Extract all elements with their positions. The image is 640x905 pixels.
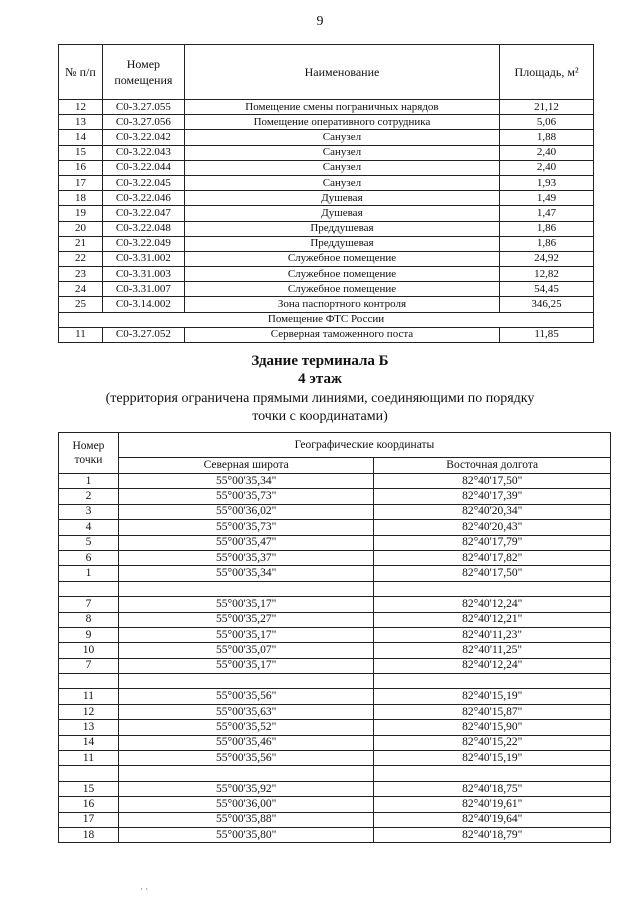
coordinate-row: [59, 504, 611, 519]
point-number: 18: [59, 827, 119, 842]
point-number: 7: [59, 597, 119, 612]
room-code: С0-3.22.043: [102, 145, 184, 160]
row-number: 18: [59, 191, 103, 206]
row-number: 15: [59, 145, 103, 160]
row-number: 13: [59, 115, 103, 130]
longitude: 82°40'15,19": [374, 751, 611, 766]
latitude: 55°00'35,34": [118, 566, 374, 581]
row-number: 14: [59, 130, 103, 145]
room-row: [59, 221, 594, 236]
point-number: 11: [59, 689, 119, 704]
room-name: Серверная таможенного поста: [184, 327, 499, 342]
empty-cell: [374, 581, 611, 596]
latitude: 55°00'35,34": [118, 474, 374, 489]
room-name: Служебное помещение: [184, 251, 499, 266]
row-number: 16: [59, 160, 103, 175]
page-number: 9: [316, 14, 324, 29]
coordinate-row: [59, 781, 611, 796]
room-name: Зона паспортного контроля: [184, 297, 499, 312]
longitude: 82°40'18,79": [374, 827, 611, 842]
longitude: 82°40'15,87": [374, 704, 611, 719]
scan-mark: · ·: [140, 884, 149, 894]
room-name: Санузел: [184, 145, 499, 160]
row-number: 24: [59, 282, 103, 297]
row-number: 25: [59, 297, 103, 312]
room-code: С0-3.22.048: [102, 221, 184, 236]
coordinate-row: [59, 827, 611, 842]
room-name: Преддушевая: [184, 236, 499, 251]
room-area: 1,47: [500, 206, 594, 221]
coordinate-row: [59, 735, 611, 750]
coords-header-row: [59, 433, 611, 458]
latitude: 55°00'35,80": [118, 827, 374, 842]
row-number: 17: [59, 175, 103, 190]
room-name: Санузел: [184, 175, 499, 190]
room-name: Служебное помещение: [184, 267, 499, 282]
room-row: [59, 175, 594, 190]
rooms-table: [58, 44, 594, 343]
coordinate-row: [59, 751, 611, 766]
point-number: 1: [59, 566, 119, 581]
latitude: 55°00'35,46": [118, 735, 374, 750]
room-area: 12,82: [500, 267, 594, 282]
section-row: [59, 312, 594, 327]
room-row: [59, 297, 594, 312]
room-row: [59, 267, 594, 282]
latitude: 55°00'35,37": [118, 550, 374, 565]
latitude: 55°00'35,88": [118, 812, 374, 827]
empty-cell: [374, 766, 611, 781]
row-number: 11: [59, 327, 103, 342]
point-number: 1: [59, 474, 119, 489]
longitude: 82°40'15,22": [374, 735, 611, 750]
room-row: [59, 115, 594, 130]
point-number: 4: [59, 520, 119, 535]
room-code: С0-3.31.002: [102, 251, 184, 266]
floor-title: 4 этаж: [298, 371, 342, 387]
coordinate-row: [59, 520, 611, 535]
longitude: 82°40'17,39": [374, 489, 611, 504]
room-code: С0-3.22.047: [102, 206, 184, 221]
empty-cell: [118, 581, 374, 596]
coordinate-row: [59, 535, 611, 550]
longitude: 82°40'20,43": [374, 520, 611, 535]
coordinate-row: [59, 720, 611, 735]
header-room-name: Наименование: [184, 45, 499, 100]
longitude: 82°40'15,19": [374, 689, 611, 704]
latitude: 55°00'36,02": [118, 504, 374, 519]
point-number: 11: [59, 751, 119, 766]
coords-body: [59, 474, 611, 843]
point-number: 5: [59, 535, 119, 550]
group-separator-row: [59, 766, 611, 781]
empty-cell: [118, 766, 374, 781]
room-area: 1,93: [500, 175, 594, 190]
coordinate-row: [59, 704, 611, 719]
longitude: 82°40'12,24": [374, 597, 611, 612]
room-code: С0-3.22.042: [102, 130, 184, 145]
latitude: 55°00'35,92": [118, 781, 374, 796]
room-code: С0-3.22.044: [102, 160, 184, 175]
room-area: 1,49: [500, 191, 594, 206]
room-row: [59, 145, 594, 160]
header-longitude: Восточная долгота: [374, 457, 611, 473]
room-name: Санузел: [184, 160, 499, 175]
latitude: 55°00'35,63": [118, 704, 374, 719]
coordinate-row: [59, 658, 611, 673]
row-number: 23: [59, 267, 103, 282]
room-code: С0-3.22.049: [102, 236, 184, 251]
longitude: 82°40'18,75": [374, 781, 611, 796]
point-number: 13: [59, 720, 119, 735]
room-row: [59, 251, 594, 266]
latitude: 55°00'35,47": [118, 535, 374, 550]
coordinate-row: [59, 689, 611, 704]
latitude: 55°00'35,27": [118, 612, 374, 627]
point-number: 16: [59, 797, 119, 812]
coordinates-table: [58, 432, 611, 843]
longitude: 82°40'15,90": [374, 720, 611, 735]
room-row: [59, 236, 594, 251]
room-code: С0-3.22.046: [102, 191, 184, 206]
point-number: 10: [59, 643, 119, 658]
latitude: 55°00'35,56": [118, 751, 374, 766]
room-name: Служебное помещение: [184, 282, 499, 297]
header-point-number: Номер точки: [59, 433, 119, 474]
room-code: С0-3.22.045: [102, 175, 184, 190]
room-row: [59, 191, 594, 206]
coordinate-row: [59, 489, 611, 504]
room-area: 1,86: [500, 221, 594, 236]
point-number: 15: [59, 781, 119, 796]
room-area: 11,85: [500, 327, 594, 342]
longitude: 82°40'19,64": [374, 812, 611, 827]
latitude: 55°00'36,00": [118, 797, 374, 812]
header-geo-coordinates: Географические координаты: [118, 433, 610, 458]
point-number: 2: [59, 489, 119, 504]
room-row: [59, 160, 594, 175]
latitude: 55°00'35,73": [118, 489, 374, 504]
section-label: Помещение ФТС России: [59, 312, 594, 327]
point-number: 12: [59, 704, 119, 719]
header-latitude: Северная широта: [118, 457, 374, 473]
room-row: [59, 327, 594, 342]
coordinate-row: [59, 474, 611, 489]
latitude: 55°00'35,17": [118, 597, 374, 612]
point-number: 8: [59, 612, 119, 627]
header-room-code: Номер помещения: [102, 45, 184, 100]
room-area: 24,92: [500, 251, 594, 266]
point-number: 7: [59, 658, 119, 673]
room-name: Помещение оперативного сотрудника: [184, 115, 499, 130]
room-code: С0-3.31.007: [102, 282, 184, 297]
group-separator-row: [59, 674, 611, 689]
room-area: 2,40: [500, 160, 594, 175]
room-code: С0-3.31.003: [102, 267, 184, 282]
rooms-body: [59, 100, 594, 343]
longitude: 82°40'20,34": [374, 504, 611, 519]
room-area: 2,40: [500, 145, 594, 160]
coords-subheader-row: [59, 457, 611, 473]
room-name: Душевая: [184, 206, 499, 221]
row-number: 20: [59, 221, 103, 236]
terminal-title: Здание терминала Б: [251, 353, 389, 369]
coordinate-row: [59, 812, 611, 827]
point-number: 6: [59, 550, 119, 565]
room-code: С0-3.27.052: [102, 327, 184, 342]
latitude: 55°00'35,07": [118, 643, 374, 658]
longitude: 82°40'11,25": [374, 643, 611, 658]
room-area: 5,06: [500, 115, 594, 130]
room-row: [59, 206, 594, 221]
empty-cell: [374, 674, 611, 689]
longitude: 82°40'17,50": [374, 474, 611, 489]
group-separator-row: [59, 581, 611, 596]
header-num: № п/п: [59, 45, 103, 100]
territory-description: (территория ограничена прямыми линиями, соединяющими по порядку точки с координатами): [105, 391, 535, 424]
room-code: С0-3.27.055: [102, 100, 184, 115]
room-code: С0-3.14.002: [102, 297, 184, 312]
row-number: 22: [59, 251, 103, 266]
longitude: 82°40'12,21": [374, 612, 611, 627]
empty-cell: [59, 674, 119, 689]
room-name: Душевая: [184, 191, 499, 206]
empty-cell: [59, 581, 119, 596]
room-name: Преддушевая: [184, 221, 499, 236]
row-number: 19: [59, 206, 103, 221]
terminal-title-block: [0, 352, 640, 426]
header-area: Площадь, м²: [500, 45, 594, 100]
point-number: 9: [59, 627, 119, 642]
longitude: 82°40'11,23": [374, 627, 611, 642]
room-area: 54,45: [500, 282, 594, 297]
room-row: [59, 130, 594, 145]
room-area: 1,86: [500, 236, 594, 251]
row-number: 21: [59, 236, 103, 251]
coordinate-row: [59, 612, 611, 627]
latitude: 55°00'35,17": [118, 627, 374, 642]
longitude: 82°40'12,24": [374, 658, 611, 673]
latitude: 55°00'35,52": [118, 720, 374, 735]
room-code: С0-3.27.056: [102, 115, 184, 130]
longitude: 82°40'17,82": [374, 550, 611, 565]
room-area: 21,12: [500, 100, 594, 115]
coordinate-row: [59, 797, 611, 812]
latitude: 55°00'35,17": [118, 658, 374, 673]
longitude: 82°40'17,79": [374, 535, 611, 550]
point-number: 14: [59, 735, 119, 750]
latitude: 55°00'35,56": [118, 689, 374, 704]
longitude: 82°40'17,50": [374, 566, 611, 581]
row-number: 12: [59, 100, 103, 115]
room-area: 1,88: [500, 130, 594, 145]
coordinate-row: [59, 550, 611, 565]
rooms-header-row: [59, 45, 594, 100]
room-row: [59, 100, 594, 115]
coordinate-row: [59, 627, 611, 642]
room-name: Санузел: [184, 130, 499, 145]
empty-cell: [118, 674, 374, 689]
room-area: 346,25: [500, 297, 594, 312]
room-row: [59, 282, 594, 297]
empty-cell: [59, 766, 119, 781]
longitude: 82°40'19,61": [374, 797, 611, 812]
coordinate-row: [59, 597, 611, 612]
point-number: 3: [59, 504, 119, 519]
latitude: 55°00'35,73": [118, 520, 374, 535]
coordinate-row: [59, 643, 611, 658]
point-number: 17: [59, 812, 119, 827]
room-name: Помещение смены пограничных нарядов: [184, 100, 499, 115]
coordinate-row: [59, 566, 611, 581]
